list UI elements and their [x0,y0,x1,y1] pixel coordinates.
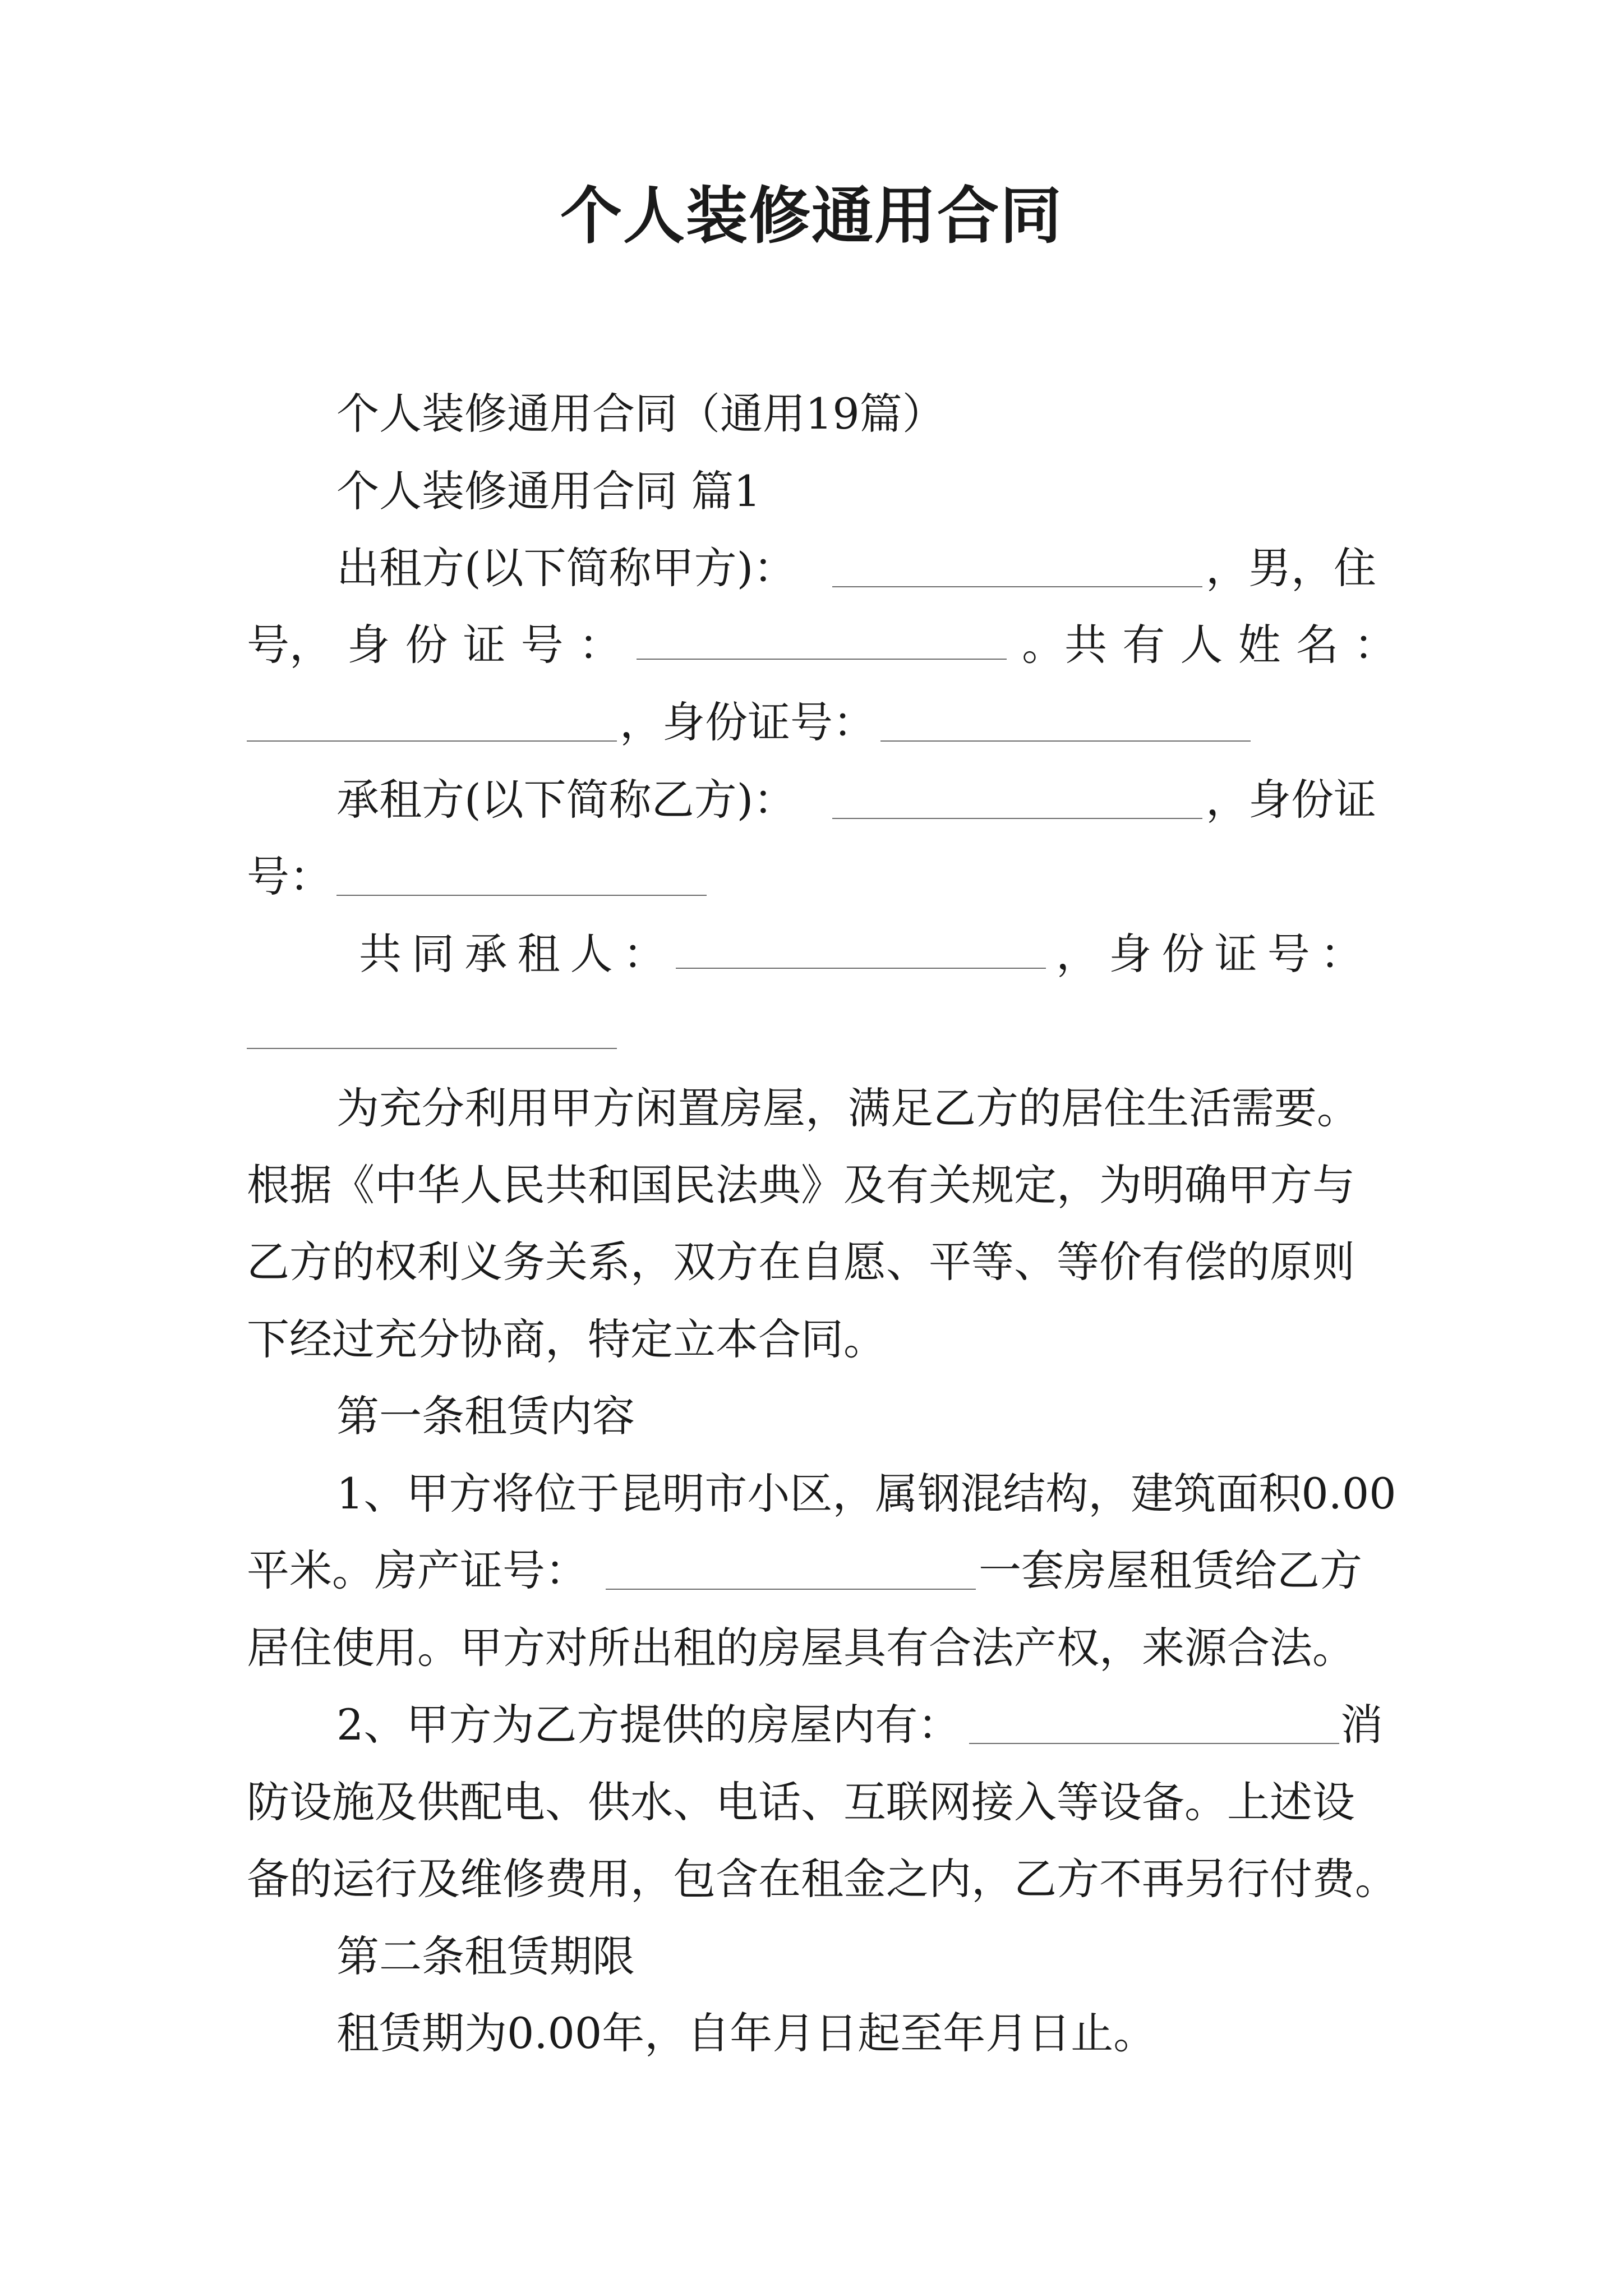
lessee-name-blank[interactable] [832,818,1202,819]
preamble-line: 乙方的权利义务关系，双方在自愿、平等、等价有偿的原则 [247,1237,1355,1287]
preamble-line: 根据《中华人民共和国民法典》及有关规定，为明确甲方与 [247,1160,1355,1210]
co-lessee-id-char: 份 [1161,929,1205,979]
co-owner-name-blank[interactable] [247,740,617,742]
article1-heading: 第一条租赁内容 [336,1391,635,1441]
co-owner-char: 名 [1295,620,1339,670]
lessor-id-char: 身 [347,620,390,670]
lessor-id-char: 份 [405,620,448,670]
article1-item1-line: 居住使用。甲方对所出租的房屋具有合法产权，来源合法。 [247,1623,1355,1673]
document-title: 个人装修通用合同 [560,180,1063,252]
lessor-id-char: ： [578,620,621,670]
section-heading: 个人装修通用合同 篇1 [336,466,761,516]
co-lessee-char: 同 [412,929,455,979]
co-owner-id-label: ，身份证号： [620,697,875,747]
lessor-id-blank[interactable] [637,654,1007,660]
article1-item2-line: 消 [1340,1700,1383,1750]
article1-item1-line: 1、甲方将位于昆明市小区，属钢混结构，建筑面积0.00 [336,1469,1396,1519]
lessee-id-label: ，身份证 [1206,775,1376,825]
lessor-label: 出租方(以下简称甲方)： [336,543,796,593]
co-owner-char: 人 [1180,620,1223,670]
lessor-id-char: 号 [520,620,564,670]
co-lessee-id-char: ： [1320,929,1363,979]
article1-item1-line: 平米。房产证号： [247,1545,588,1595]
preamble-line: 下经过充分协商，特定立本合同。 [247,1314,886,1364]
document-subtitle: 个人装修通用合同（通用19篇） [336,389,945,439]
article1-item2-line: 防设施及供配电、供水、电话、互联网接入等设备。上述设 [247,1777,1355,1827]
article2-text: 租赁期为0.00年，自年月日起至年月日止。 [336,2008,1156,2058]
co-lessee-char: ： [623,929,666,979]
co-owner-char: 。共 [1022,620,1108,670]
article1-item1-line: 一套房屋租赁给乙方 [979,1545,1362,1595]
preamble-line: 为充分利用甲方闲置房屋，满足乙方的居住生活需要。 [336,1083,1359,1133]
co-lessee-id-char: ， [1056,929,1099,979]
co-lessee-row [359,929,1363,979]
lessee-label: 承租方(以下简称乙方)： [336,775,796,825]
lessor-id-char: 证 [463,620,506,670]
lessor-id-char: 号， [247,620,332,670]
co-owner-id-blank[interactable] [880,740,1251,742]
co-owner-char: 姓 [1238,620,1281,670]
co-lessee-id-blank[interactable] [247,1048,617,1049]
lessor-gender: ，男，住 [1206,543,1376,593]
lessee-id-blank[interactable] [336,895,707,896]
article2-heading: 第二条租赁期限 [336,1931,635,1981]
lessor-name-blank[interactable] [832,586,1202,587]
property-cert-blank[interactable] [606,1589,976,1590]
article1-item2-line: 备的运行及维修费用，包含在租金之内，乙方不再另行付费。 [247,1854,1398,1904]
lessor-id-row [247,620,1396,670]
co-lessee-char: 人 [570,929,613,979]
co-lessee-name-blank[interactable] [676,963,1046,969]
co-lessee-id-char: 身 [1109,929,1152,979]
article1-item2-line: 2、甲方为乙方提供的房屋内有： [336,1700,961,1750]
co-owner-char: 有 [1122,620,1165,670]
lessee-id-label-cont: 号： [247,852,332,901]
co-lessee-char: 共 [359,929,402,979]
co-lessee-id-char: 证 [1214,929,1257,979]
co-lessee-char: 承 [464,929,508,979]
co-lessee-id-char: 号 [1267,929,1310,979]
co-lessee-char: 租 [517,929,560,979]
facilities-blank[interactable] [969,1743,1339,1744]
co-owner-char: ： [1353,620,1396,670]
